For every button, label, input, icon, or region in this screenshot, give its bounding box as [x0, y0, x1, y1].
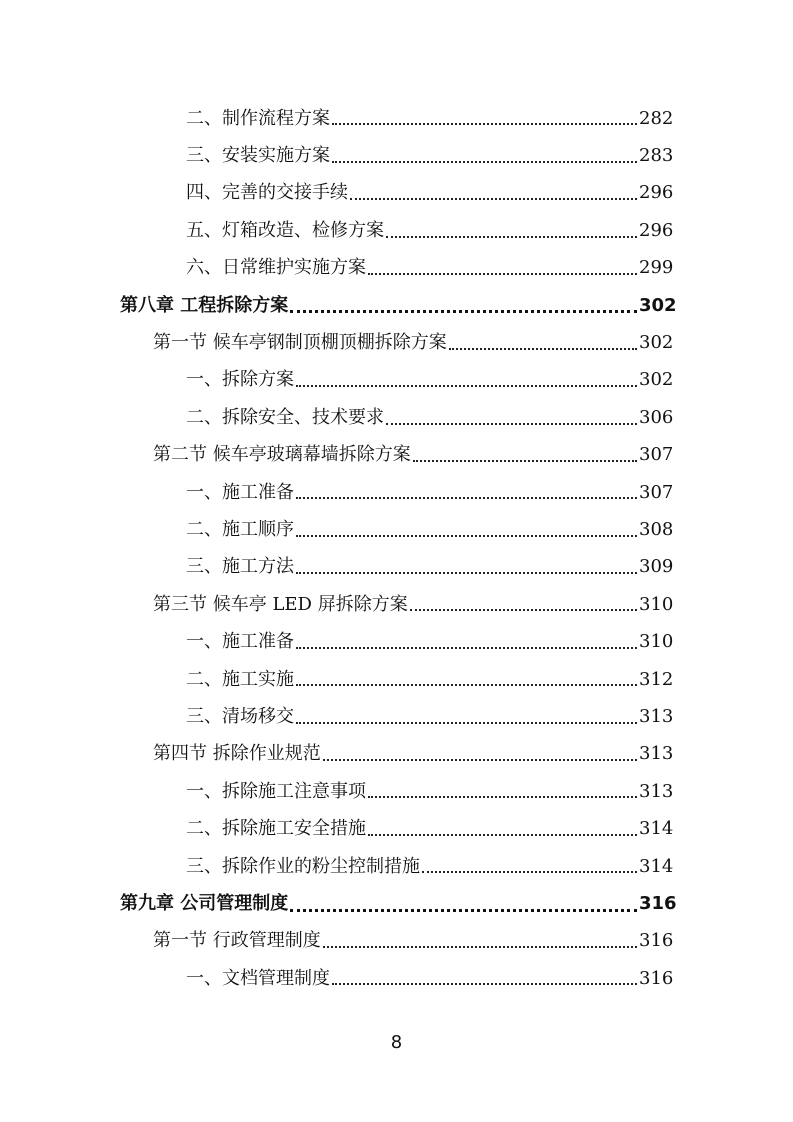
toc-subsection-entry[interactable] [0, 100, 793, 137]
toc-entry-title: 二、拆除安全、技术要求 [186, 406, 384, 428]
toc-entry-title: 一、拆除施工注意事项 [186, 780, 366, 802]
toc-entry-page-number: 313 [639, 780, 674, 802]
dot-leader [368, 796, 637, 798]
dot-leader [296, 497, 637, 499]
toc-entry-page-number: 314 [639, 855, 674, 877]
toc-subsection-entry[interactable] [0, 511, 793, 548]
toc-entry-title: 三、清场移交 [186, 705, 294, 727]
toc-subsection-entry[interactable] [0, 960, 793, 997]
toc-entry-page-number: 283 [639, 145, 674, 167]
dot-leader [296, 572, 637, 574]
toc-subsection-entry[interactable] [0, 698, 793, 735]
toc-entry-page-number: 306 [639, 406, 674, 428]
page-number: 8 [390, 1032, 403, 1053]
toc-section-entry[interactable] [0, 923, 793, 960]
toc-section-entry[interactable] [0, 586, 793, 623]
toc-subsection-entry[interactable] [0, 549, 793, 586]
dot-leader [449, 348, 637, 350]
toc-subsection-entry[interactable] [0, 623, 793, 660]
toc-entry-title: 第四节 拆除作业规范 [153, 743, 321, 765]
toc-subsection-entry[interactable] [0, 474, 793, 511]
toc-entry-page-number: 316 [639, 892, 677, 914]
dot-leader [296, 385, 637, 387]
dot-leader [422, 871, 637, 873]
toc-entry-page-number: 316 [639, 967, 674, 989]
dot-leader [368, 834, 637, 836]
toc-chapter-entry[interactable] [0, 287, 793, 324]
toc-entry-title: 三、安装实施方案 [186, 145, 330, 167]
toc-entry-title: 第一节 候车亭钢制顶棚顶棚拆除方案 [153, 332, 447, 354]
toc-entry-page-number: 302 [639, 294, 677, 316]
toc-section-entry[interactable] [0, 736, 793, 773]
dot-leader [410, 609, 637, 611]
toc-subsection-entry[interactable] [0, 848, 793, 885]
toc-section-entry[interactable] [0, 437, 793, 474]
toc-subsection-entry[interactable] [0, 810, 793, 847]
toc-subsection-entry[interactable] [0, 137, 793, 174]
toc-entry-title: 六、日常维护实施方案 [186, 257, 366, 279]
toc-entry-title: 第一节 行政管理制度 [153, 930, 321, 952]
toc-entry-title: 四、完善的交接手续 [186, 182, 348, 204]
toc-entry-title: 一、拆除方案 [186, 369, 294, 391]
toc-subsection-entry[interactable] [0, 773, 793, 810]
toc-entry-title: 二、拆除施工安全措施 [186, 818, 366, 840]
toc-subsection-entry[interactable] [0, 250, 793, 287]
toc-entry-page-number: 296 [639, 219, 674, 241]
dot-leader [323, 946, 637, 948]
toc-entry-title: 第九章 公司管理制度 [120, 892, 289, 914]
dot-leader [296, 722, 637, 724]
toc-entry-title: 第三节 候车亭 LED 屏拆除方案 [153, 593, 408, 615]
toc-entry-page-number: 307 [639, 481, 674, 503]
dot-leader [332, 123, 637, 125]
toc-entry-page-number: 296 [639, 182, 674, 204]
toc-entry-title: 第二节 候车亭玻璃幕墙拆除方案 [153, 444, 411, 466]
toc-entry-title: 第八章 工程拆除方案 [120, 294, 289, 316]
toc-entry-page-number: 313 [639, 705, 674, 727]
toc-entry-title: 一、施工准备 [186, 481, 294, 503]
toc-entry-page-number: 282 [639, 107, 674, 129]
toc-entry-title: 三、拆除作业的粉尘控制措施 [186, 855, 420, 877]
toc-entry-page-number: 309 [639, 556, 674, 578]
toc-section-entry[interactable] [0, 324, 793, 361]
toc-subsection-entry[interactable] [0, 362, 793, 399]
toc-entry-page-number: 302 [639, 369, 674, 391]
toc-entry-title: 一、文档管理制度 [186, 967, 330, 989]
table-of-contents [0, 100, 793, 997]
dot-leader [332, 161, 637, 163]
dot-leader [296, 684, 637, 686]
toc-entry-title: 五、灯箱改造、检修方案 [186, 219, 384, 241]
toc-subsection-entry[interactable] [0, 399, 793, 436]
toc-entry-page-number: 310 [639, 593, 674, 615]
toc-entry-page-number: 316 [639, 930, 674, 952]
dot-leader [350, 198, 637, 200]
dot-leader [386, 236, 637, 238]
toc-entry-title: 二、施工实施 [186, 668, 294, 690]
toc-entry-title: 一、施工准备 [186, 631, 294, 653]
dot-leader [290, 310, 637, 313]
dot-leader [323, 759, 637, 761]
dot-leader [386, 423, 637, 425]
toc-entry-page-number: 308 [639, 518, 674, 540]
toc-entry-page-number: 313 [639, 743, 674, 765]
toc-entry-page-number: 312 [639, 668, 674, 690]
toc-entry-page-number: 310 [639, 631, 674, 653]
toc-chapter-entry[interactable] [0, 885, 793, 922]
dot-leader [368, 273, 637, 275]
toc-entry-page-number: 302 [639, 332, 674, 354]
dot-leader [290, 909, 637, 912]
toc-entry-title: 二、施工顺序 [186, 518, 294, 540]
toc-subsection-entry[interactable] [0, 661, 793, 698]
toc-subsection-entry[interactable] [0, 175, 793, 212]
toc-entry-page-number: 299 [639, 257, 674, 279]
toc-entry-title: 二、制作流程方案 [186, 107, 330, 129]
dot-leader [413, 460, 637, 462]
toc-entry-title: 三、施工方法 [186, 556, 294, 578]
dot-leader [332, 983, 637, 985]
dot-leader [296, 535, 637, 537]
toc-entry-page-number: 314 [639, 818, 674, 840]
dot-leader [296, 647, 637, 649]
toc-entry-page-number: 307 [639, 444, 674, 466]
toc-subsection-entry[interactable] [0, 212, 793, 249]
